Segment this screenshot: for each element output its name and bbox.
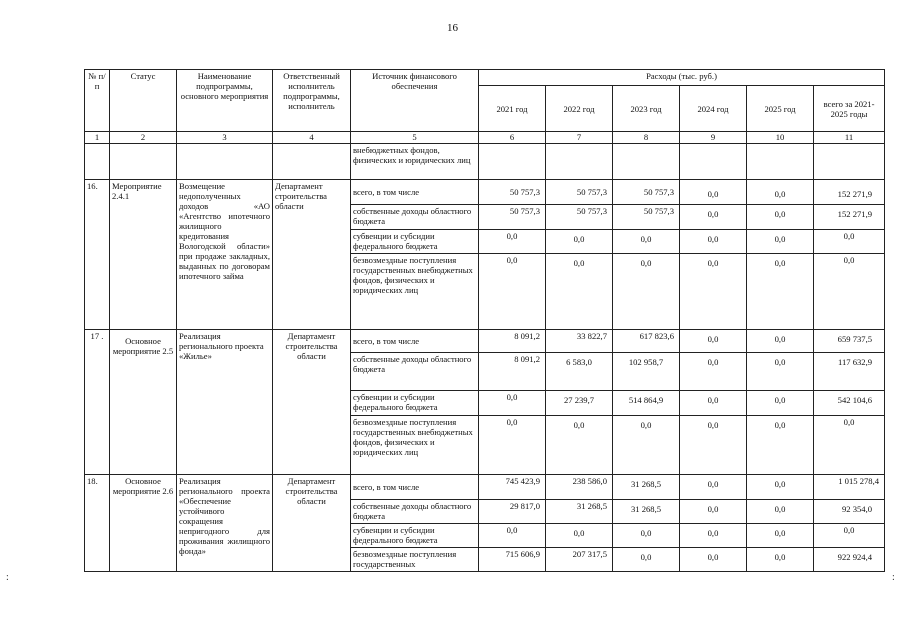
value-cell: 0,0 (680, 548, 747, 572)
value-cell: 0,0 (680, 330, 747, 353)
value-cell: 0,0 (680, 524, 747, 548)
source-cell: внебюджетных фондов, физических и юридических лиц (351, 144, 479, 180)
value-cell: 0,0 (546, 416, 613, 475)
value-cell: 152 271,9 (814, 180, 885, 205)
value-cell: 152 271,9 (814, 205, 885, 230)
header-year: 2021 год (479, 86, 546, 132)
header-responsible: Ответственный исполнитель подпрограммы, исполнитель (273, 70, 351, 132)
value-cell: 207 317,5 (546, 548, 613, 572)
value-cell: 50 757,3 (613, 205, 680, 230)
value-cell: 50 757,3 (479, 180, 546, 205)
header-expenses: Расходы (тыс. руб.) (479, 70, 885, 86)
table-cell (110, 144, 177, 180)
header-name: Наименование подпрограммы, основного мероприятия (177, 70, 273, 132)
header-source: Источник финансового обеспечения (351, 70, 479, 132)
value-cell: 0,0 (747, 524, 814, 548)
row-responsible: Департамент строительства области (273, 180, 351, 330)
value-cell: 0,0 (479, 524, 546, 548)
value-cell: 6 583,0 (546, 353, 613, 391)
table-cell (680, 144, 747, 180)
source-cell: субвенции и субсидии федерального бюджета (351, 524, 479, 548)
row-status: Основное мероприятие 2.5 (110, 330, 177, 475)
expenses-table (84, 69, 885, 572)
value-cell: 50 757,3 (479, 205, 546, 230)
header-num: № п/п (85, 70, 110, 132)
column-index: 8 (613, 132, 680, 144)
row-responsible: Департамент строительства области (273, 330, 351, 475)
value-cell: 50 757,3 (613, 180, 680, 205)
table-cell (85, 144, 110, 180)
value-cell: 0,0 (479, 391, 546, 416)
value-cell: 0,0 (680, 391, 747, 416)
value-cell: 542 104,6 (814, 391, 885, 416)
value-cell: 0,0 (613, 416, 680, 475)
row-name: Реализация регионального проекта «Обеспечение устойчивого сокращения непригодного для проживания жилищного фонда» (177, 475, 273, 572)
value-cell: 0,0 (680, 500, 747, 524)
row-number: 17 . (85, 330, 110, 475)
table-cell (814, 144, 885, 180)
value-cell: 0,0 (747, 475, 814, 500)
row-name: Реализация регионального проекта «Жилье» (177, 330, 273, 475)
table-cell (479, 144, 546, 180)
row-status: Основное мероприятие 2.6 (110, 475, 177, 572)
value-cell: 0,0 (814, 524, 885, 548)
row-responsible: Департамент строительства области (273, 475, 351, 572)
value-cell: 0,0 (613, 254, 680, 330)
value-cell: 31 268,5 (613, 475, 680, 500)
source-cell: собственные доходы областного бюджета (351, 353, 479, 391)
column-index-row (85, 132, 885, 144)
source-cell: всего, в том числе (351, 330, 479, 353)
column-index: 11 (814, 132, 885, 144)
table-cell (613, 144, 680, 180)
value-cell: 0,0 (747, 254, 814, 330)
value-cell: 8 091,2 (479, 330, 546, 353)
table-cell (273, 144, 351, 180)
source-cell: всего, в том числе (351, 475, 479, 500)
value-cell: 922 924,4 (814, 548, 885, 572)
value-cell: 0,0 (680, 353, 747, 391)
page-number: 16 (447, 22, 458, 34)
value-cell: 659 737,5 (814, 330, 885, 353)
source-cell: собственные доходы областного бюджета (351, 500, 479, 524)
header-year: 2022 год (546, 86, 613, 132)
table-row (85, 475, 885, 500)
value-cell: 617 823,6 (613, 330, 680, 353)
source-cell: субвенции и субсидии федерального бюджета (351, 391, 479, 416)
value-cell: 50 757,3 (546, 205, 613, 230)
value-cell: 715 606,9 (479, 548, 546, 572)
value-cell: 745 423,9 (479, 475, 546, 500)
value-cell: 0,0 (546, 230, 613, 254)
value-cell: 0,0 (680, 180, 747, 205)
value-cell: 0,0 (479, 416, 546, 475)
left-edge-mark: : (6, 572, 9, 583)
value-cell: 31 268,5 (546, 500, 613, 524)
source-cell: собственные доходы областного бюджета (351, 205, 479, 230)
right-edge-mark: : (892, 572, 895, 583)
value-cell: 0,0 (546, 524, 613, 548)
value-cell: 0,0 (747, 500, 814, 524)
table-row (85, 180, 885, 205)
row-status: Мероприятие 2.4.1 (110, 180, 177, 330)
value-cell: 0,0 (814, 416, 885, 475)
value-cell: 1 015 278,4 (814, 475, 885, 500)
value-cell: 0,0 (680, 254, 747, 330)
value-cell: 0,0 (747, 205, 814, 230)
row-number: 18. (85, 475, 110, 572)
column-index: 2 (110, 132, 177, 144)
column-index: 4 (273, 132, 351, 144)
value-cell: 0,0 (814, 230, 885, 254)
value-cell: 50 757,3 (546, 180, 613, 205)
column-index: 5 (351, 132, 479, 144)
value-cell: 92 354,0 (814, 500, 885, 524)
value-cell: 0,0 (613, 524, 680, 548)
header-year: 2023 год (613, 86, 680, 132)
source-cell: всего, в том числе (351, 180, 479, 205)
continuation-row (85, 144, 885, 180)
header-year-total: всего за 2021-2025 годы (814, 86, 885, 132)
header-row-1 (85, 70, 885, 86)
table-row (85, 330, 885, 353)
value-cell: 0,0 (747, 416, 814, 475)
value-cell: 514 864,9 (613, 391, 680, 416)
value-cell: 0,0 (479, 254, 546, 330)
source-cell: безвозмездные поступления государственных внебюджетных фондов, физических и юридических лиц (351, 254, 479, 330)
header-year: 2024 год (680, 86, 747, 132)
value-cell: 8 091,2 (479, 353, 546, 391)
value-cell: 0,0 (479, 230, 546, 254)
value-cell: 238 586,0 (546, 475, 613, 500)
value-cell: 0,0 (613, 548, 680, 572)
value-cell: 102 958,7 (613, 353, 680, 391)
source-cell: субвенции и субсидии федерального бюджета (351, 230, 479, 254)
header-year: 2025 год (747, 86, 814, 132)
source-cell: безвозмездные поступления государственных внебюджетных фондов, физических и юридических лиц (351, 416, 479, 475)
value-cell: 27 239,7 (546, 391, 613, 416)
row-name: Возмещение недополученных доходов «АО «Агентство ипотечного жилищного кредитования Вологодской области» при продаже закладных, выданных по договорам ипотечного займа (177, 180, 273, 330)
column-index: 3 (177, 132, 273, 144)
column-index: 10 (747, 132, 814, 144)
value-cell: 0,0 (747, 230, 814, 254)
table-cell (747, 144, 814, 180)
column-index: 7 (546, 132, 613, 144)
value-cell: 0,0 (814, 254, 885, 330)
table-cell (177, 144, 273, 180)
value-cell: 0,0 (680, 475, 747, 500)
value-cell: 0,0 (680, 230, 747, 254)
value-cell: 117 632,9 (814, 353, 885, 391)
value-cell: 0,0 (747, 391, 814, 416)
column-index: 1 (85, 132, 110, 144)
value-cell: 0,0 (747, 548, 814, 572)
value-cell: 31 268,5 (613, 500, 680, 524)
column-index: 9 (680, 132, 747, 144)
table-cell (546, 144, 613, 180)
value-cell: 0,0 (546, 254, 613, 330)
value-cell: 29 817,0 (479, 500, 546, 524)
row-number: 16. (85, 180, 110, 330)
value-cell: 0,0 (613, 230, 680, 254)
value-cell: 0,0 (680, 205, 747, 230)
value-cell: 0,0 (747, 180, 814, 205)
value-cell: 0,0 (747, 330, 814, 353)
value-cell: 0,0 (747, 353, 814, 391)
value-cell: 0,0 (680, 416, 747, 475)
header-status: Статус (110, 70, 177, 132)
source-cell: безвозмездные поступления государственных (351, 548, 479, 572)
value-cell: 33 822,7 (546, 330, 613, 353)
column-index: 6 (479, 132, 546, 144)
